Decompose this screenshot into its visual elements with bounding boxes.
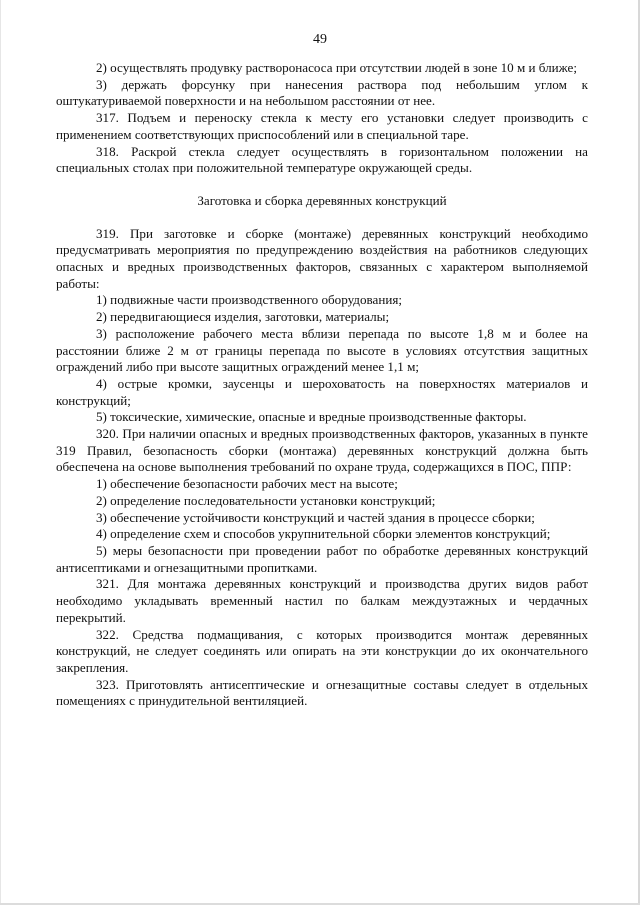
page-number: 49	[313, 32, 327, 47]
list-item: 5) токсические, химические, опасные и вредные производственные факторы.	[96, 409, 527, 425]
paragraph: 317. Подъем и переноску стекла к месту его установки следует производить с применением соответствующих приспособлений или в специальной таре.	[56, 110, 588, 142]
paragraph: 319. При заготовке и сборке (монтаже) деревянных конструкций необходимо предусматривать мероприятия по предупреждению воздействия на работников следующих опасных и вредных производственных факторов, связанных с характером выполняемой работы:	[56, 225, 588, 291]
document-body	[56, 60, 588, 710]
list-item: 3) обеспечение устойчивости конструкций и частей здания в процессе сборки;	[96, 509, 535, 525]
list-item: 5) меры безопасности при проведении работ по обработке деревянных конструкций антисептиками и огнезащитными пропитками.	[56, 542, 588, 575]
scan-edge-left	[0, 0, 1, 905]
list-item: 4) острые кромки, заусенцы и шероховатость на поверхностях материалов и конструкций;	[56, 375, 588, 408]
list-item: 1) обеспечение безопасности рабочих мест на высоте;	[96, 476, 398, 492]
list-item: 4) определение схем и способов укрупнительной сборки элементов конструкций;	[96, 526, 551, 542]
list-item: 1) подвижные части производственного оборудования;	[96, 292, 402, 308]
paragraph: 3) держать форсунку при нанесения раствора под небольшим углом к оштукатуриваемой поверхности и на небольшом расстоянии от нее.	[56, 76, 588, 109]
list-item: 3) расположение рабочего места вблизи перепада по высоте 1,8 м и более на расстоянии ближе 2 м от границы перепада по высоте в условиях отсутствия защитных ограждений либо при высоте защитных ограждений менее 1,1 м;	[56, 325, 588, 375]
list-item: 2) передвигающиеся изделия, заготовки, материалы;	[96, 309, 390, 325]
paragraph: 321. Для монтажа деревянных конструкций и производства других видов работ необходимо укладывать временный настил по балкам междуэтажных и чердачных перекрытий.	[56, 576, 588, 625]
spacer	[56, 177, 588, 193]
paragraph: 2) осуществлять продувку растворонасоса при отсутствии людей в зоне 10 м и ближе;	[96, 60, 577, 75]
paragraph: 323. Приготовлять антисептические и огнезащитные составы следует в отдельных помещениях с принудительной вентиляцией.	[56, 676, 588, 709]
section-heading: Заготовка и сборка деревянных конструкций	[197, 192, 447, 208]
paragraph: 322. Средства подмащивания, с которых производится монтаж деревянных конструкций, не следует соединять или опирать на эти конструкции до их окончательного закрепления.	[56, 626, 588, 675]
paragraph: 320. При наличии опасных и вредных производственных факторов, указанных в пункте 319 Правил, безопасность сборки (монтажа) деревянных конструкций должна быть обеспечена на основе выполнения требований по охране труда, содержащихся в ПОС, ППР:	[56, 426, 588, 475]
list-item: 2) определение последовательности установки конструкций;	[96, 492, 436, 508]
spacer	[56, 210, 588, 226]
paragraph: 318. Раскрой стекла следует осуществлять в горизонтальном положении на специальных столах при положительной температуре окружающей среды.	[56, 143, 588, 176]
